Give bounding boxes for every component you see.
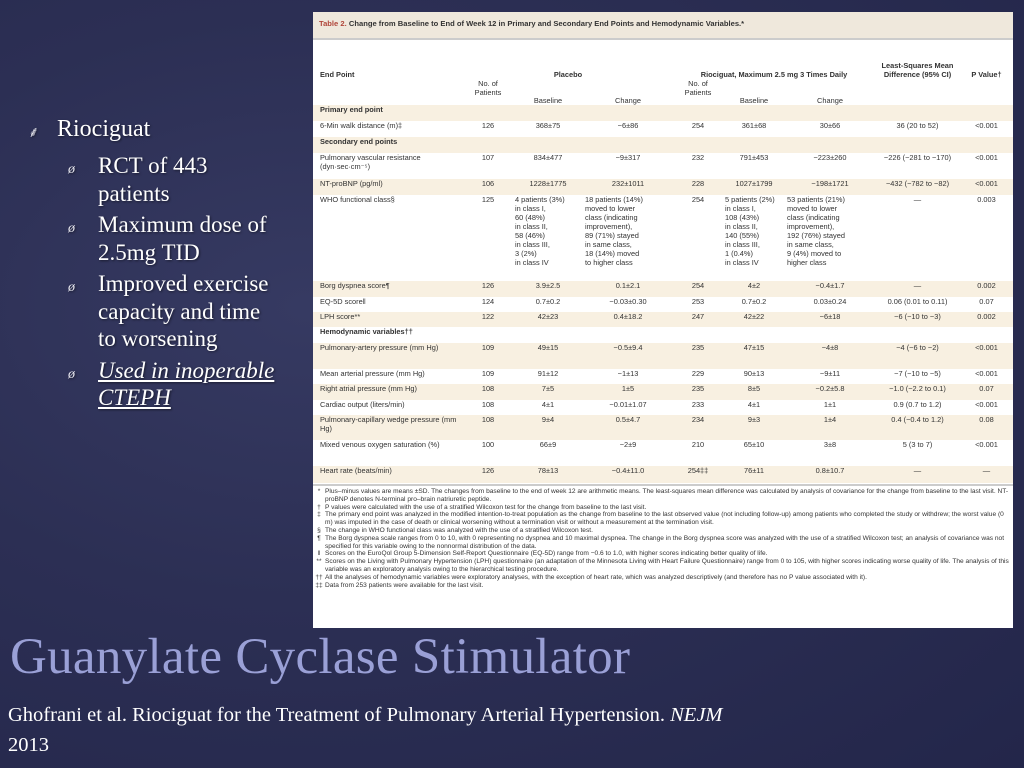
cell-p-value: 0.07 <box>960 384 1013 400</box>
cell-placebo-n: 124 <box>481 297 495 306</box>
cell-riociguat-baseline: 42±22 <box>723 312 785 327</box>
cell-end-point: WHO functional class§ <box>320 195 395 204</box>
footnote-mark: § <box>317 526 321 534</box>
table-row <box>313 297 1013 312</box>
cell-placebo-n: 100 <box>481 440 495 449</box>
sub-bullet <box>68 211 298 266</box>
cell-riociguat-change: −0.2±5.8 <box>785 384 875 400</box>
slide-title: Guanylate Cyclase Stimulator <box>10 629 631 685</box>
cell-end-point: Borg dyspnea score¶ <box>313 281 463 297</box>
cell-riociguat-change: −198±1721 <box>785 179 875 195</box>
table-row <box>313 384 1013 400</box>
cell-end-point: LPH score** <box>313 312 463 327</box>
header-baseline: Baseline <box>739 96 769 105</box>
cell-riociguat-baseline: 9±3 <box>723 415 785 440</box>
footnote-text: Scores on the EuroQol Group 5-Dimension Self-Report Questionnaire (EQ-5D) range from −0.6 to 1.0, with higher scores indicating better quality of life. <box>325 550 768 558</box>
footnote-text: All the analyses of hemodynamic variables were exploratory analyses, with the exception of heart rate, which was analyzed descriptively (and therefore has no P value associated with it). <box>325 573 867 581</box>
table-figure <box>313 12 1013 628</box>
cell-ls-mean-difference: 5 (3 to 7) <box>902 440 933 449</box>
footnote-text: Plus–minus values are means ±SD. The changes from baseline to the end of week 12 are arithmetic means. The least-squares mean difference was calculated by analysis of covariance for the change from baseline to the last visit. NT-proBNP denotes N-terminal pro–brain natriuretic peptide. <box>325 488 1009 503</box>
cell-placebo-n: 125 <box>481 195 495 204</box>
bullet-icon: ⸙ <box>28 125 40 141</box>
sub-bullet-icon: ø <box>68 221 75 236</box>
bullet-text: Riociguat <box>57 116 151 142</box>
cell-placebo-n: 126 <box>463 281 513 297</box>
table-title <box>313 12 1013 40</box>
footnote-mark: ‖ <box>317 550 321 558</box>
cell-ls-mean-difference: 36 (20 to 52) <box>896 121 939 130</box>
cell-riociguat-change: 1±1 <box>823 400 837 409</box>
cell-end-point: Mean arterial pressure (mm Hg) <box>320 369 425 378</box>
cell-placebo-baseline: 4 patients (3%) in class I, 60 (48%) in class II, 58 (46%) in class III, 3 (2%) in class IV <box>515 195 565 267</box>
footnote-mark: ‡‡ <box>315 581 323 589</box>
cell-placebo-n: 126 <box>463 466 513 483</box>
cell-placebo-baseline: 42±23 <box>513 312 583 327</box>
table-row <box>313 400 1013 415</box>
cell-placebo-change: 0.1±2.1 <box>583 281 673 297</box>
table-row <box>313 343 1013 369</box>
cell-riociguat-baseline: 4±2 <box>723 281 785 297</box>
cell-ls-mean-difference: −7 (−10 to −5) <box>894 369 941 378</box>
header-lsmd: Least-Squares Mean Difference (95% CI) <box>881 61 954 79</box>
cell-placebo-baseline: 78±13 <box>513 466 583 483</box>
cell-p-value: — <box>960 466 1013 483</box>
cell-placebo-baseline: 3.9±2.5 <box>513 281 583 297</box>
section-secondary: Secondary end points <box>313 137 1013 153</box>
cell-p-value: <0.001 <box>960 343 1013 369</box>
citation-journal: NEJM <box>670 704 723 726</box>
section-primary: Primary end point <box>313 105 1013 121</box>
cell-placebo-baseline: 9±4 <box>513 415 583 440</box>
cell-riociguat-baseline: 791±453 <box>739 153 769 162</box>
cell-ls-mean-difference: — <box>875 281 960 297</box>
citation-text: Ghofrani et al. Riociguat for the Treatment of Pulmonary Arterial Hypertension. <box>8 704 665 726</box>
cell-p-value: 0.002 <box>960 281 1013 297</box>
cell-end-point: EQ-5D score‖ <box>320 297 366 306</box>
cell-riociguat-change: 3±8 <box>823 440 837 449</box>
cell-riociguat-baseline: 8±5 <box>723 384 785 400</box>
cell-riociguat-n: 233 <box>691 400 705 409</box>
cell-ls-mean-difference: −432 (−782 to −82) <box>875 179 960 195</box>
cell-placebo-baseline: 368±75 <box>535 121 561 130</box>
header-end-point: End Point <box>320 70 355 79</box>
cell-placebo-n: 107 <box>481 153 495 162</box>
sub-bullet <box>68 357 298 412</box>
cell-end-point: Pulmonary-capillary wedge pressure (mm Hg) <box>313 415 463 440</box>
cell-placebo-change: 232±1011 <box>583 179 673 195</box>
cell-riociguat-change: −223±260 <box>813 153 847 162</box>
cell-p-value: <0.001 <box>975 153 998 162</box>
cell-riociguat-change: 53 patients (21%) moved to lower class (indicating improvement), 192 (76%) stayed in same class, 9 (4%) moved to higher class <box>787 195 845 267</box>
cell-riociguat-change: 1±4 <box>785 415 875 440</box>
footnote-text: The Borg dyspnea scale ranges from 0 to 10, with 0 representing no dyspnea and 10 maximal dyspnea. The change in the Borg dyspnea score was analyzed with the use of a stratified Wilcoxon test; an analysis of covariance was not specified for this variable owing to the nonnormal distribution of the data. <box>325 534 1005 550</box>
footnote-text: Data from 253 patients were available for the last visit. <box>325 581 484 589</box>
cell-placebo-change: −2±9 <box>619 440 637 449</box>
sub-bullet-icon: ø <box>68 366 75 382</box>
cell-end-point: Heart rate (beats/min) <box>313 466 463 483</box>
header-p-value: P Value† <box>971 70 1002 79</box>
cell-riociguat-n: 253 <box>691 297 705 306</box>
cell-placebo-baseline: 7±5 <box>513 384 583 400</box>
table-row <box>313 281 1013 297</box>
sub-bullet-icon: ø <box>68 162 75 177</box>
table-row <box>313 153 1013 179</box>
cell-riociguat-baseline: 76±11 <box>723 466 785 483</box>
cell-placebo-change: −6±86 <box>617 121 639 130</box>
cell-ls-mean-difference: 0.06 (0.01 to 0.11) <box>887 297 948 306</box>
cell-placebo-n: 109 <box>481 369 495 378</box>
footnote-text: The change in WHO functional class was analyzed with the use of a stratified Wilcoxon test. <box>325 526 593 534</box>
sub-bullet-icon: ø <box>68 280 75 295</box>
cell-riociguat-change: −0.4±1.7 <box>785 281 875 297</box>
cell-end-point: Cardiac output (liters/min) <box>320 400 405 409</box>
table-row <box>313 312 1013 327</box>
footnote-mark: * <box>317 488 321 495</box>
cell-riociguat-change: −9±11 <box>819 369 841 378</box>
cell-placebo-n: 108 <box>463 384 513 400</box>
table-title-text: Change from Baseline to End of Week 12 in Primary and Secondary End Points and Hemodynamic Variables.* <box>348 19 745 28</box>
footnote <box>313 511 1013 527</box>
cell-end-point: Mixed venous oxygen saturation (%) <box>320 440 440 449</box>
table-footnotes <box>313 484 1013 628</box>
cell-placebo-change: 0.4±18.2 <box>583 312 673 327</box>
cell-riociguat-change: 30±66 <box>819 121 841 130</box>
citation <box>8 700 1018 760</box>
footnote-mark: ‡ <box>317 511 321 519</box>
cell-riociguat-baseline: 4±1 <box>747 400 761 409</box>
cell-placebo-change: 1±5 <box>583 384 673 400</box>
header-placebo: Placebo <box>553 70 583 79</box>
cell-placebo-n: 126 <box>481 121 495 130</box>
table-row <box>313 121 1013 137</box>
cell-riociguat-change: −6±18 <box>785 312 875 327</box>
cell-p-value: 0.003 <box>977 195 996 204</box>
citation-year: 2013 <box>8 734 49 756</box>
cell-riociguat-n: 232 <box>691 153 705 162</box>
cell-end-point: NT-proBNP (pg/ml) <box>313 179 463 195</box>
sub-bullet-text: Maximum dose of 2.5mg TID <box>98 212 267 265</box>
cell-placebo-baseline: 49±15 <box>513 343 583 369</box>
cell-riociguat-baseline: 361±68 <box>741 121 767 130</box>
cell-riociguat-n: 254‡‡ <box>673 466 723 483</box>
header-change: Change <box>615 96 641 105</box>
footnote <box>313 558 1013 574</box>
cell-riociguat-n: 254 <box>691 121 705 130</box>
cell-placebo-change: 18 patients (14%) moved to lower class (indicating improvement), 89 (71%) stayed in same class, 18 (14%) moved to higher class <box>585 195 643 267</box>
footnote-text: Scores on the Living with Pulmonary Hypertension (LPH) questionnaire (an adaptation of the Minnesota Living with Heart Failure Questionnaire) range from 0 to 105, with higher scores indicating worse quality of life. The analysis of this variable was an exploratory analysis owing to the hierarchical testing procedure. <box>325 558 1009 573</box>
header-n: No. of Patients <box>684 79 712 97</box>
footnote-text: P values were calculated with the use of a stratified Wilcoxon test for the change from baseline to the last visit. <box>325 503 647 511</box>
cell-p-value: 0.08 <box>960 415 1013 440</box>
table-label: Table 2. <box>319 19 347 28</box>
footnote <box>313 527 1013 535</box>
cell-placebo-n: 122 <box>463 312 513 327</box>
section-hemodynamic: Hemodynamic variables†† <box>320 327 413 336</box>
cteph-link[interactable]: Used in inoperable CTEPH <box>98 357 275 410</box>
sub-bullet <box>68 152 298 207</box>
footnote <box>313 535 1013 551</box>
cell-ls-mean-difference: −4 (−6 to −2) <box>875 343 960 369</box>
cell-riociguat-change: 0.8±10.7 <box>785 466 875 483</box>
cell-p-value: <0.001 <box>975 369 998 378</box>
cell-end-point: Pulmonary vascular resistance (dyn·sec·cm⁻⁵) <box>320 153 421 171</box>
table-row <box>313 415 1013 440</box>
cell-riociguat-change: 0.03±0.24 <box>813 297 847 306</box>
table-row <box>313 179 1013 195</box>
cell-placebo-change: −0.5±9.4 <box>583 343 673 369</box>
cell-placebo-change: −0.4±11.0 <box>583 466 673 483</box>
cell-placebo-baseline: 91±12 <box>537 369 559 378</box>
cell-riociguat-n: 235 <box>673 384 723 400</box>
cell-riociguat-baseline: 5 patients (2%) in class I, 108 (43%) in class II, 140 (55%) in class III, 1 (0.4%) in class IV <box>725 195 775 267</box>
cell-riociguat-baseline: 65±10 <box>743 440 765 449</box>
cell-riociguat-n: 254 <box>691 195 705 204</box>
cell-ls-mean-difference: −6 (−10 to −3) <box>875 312 960 327</box>
cell-riociguat-baseline: 0.7±0.2 <box>741 297 767 306</box>
cell-placebo-baseline: 0.7±0.2 <box>535 297 561 306</box>
cell-riociguat-n: 247 <box>673 312 723 327</box>
cell-placebo-change: −0.01±1.07 <box>609 400 647 409</box>
header-riociguat: Riociguat, Maximum 2.5 mg 3 Times Daily <box>700 70 848 79</box>
footnote-mark: † <box>317 503 321 511</box>
cell-ls-mean-difference: −226 (−281 to −170) <box>883 153 952 162</box>
cell-riociguat-n: 235 <box>673 343 723 369</box>
cell-ls-mean-difference: 0.4 (−0.4 to 1.2) <box>875 415 960 440</box>
table-row <box>313 369 1013 384</box>
cell-ls-mean-difference: −1.0 (−2.2 to 0.1) <box>875 384 960 400</box>
cell-placebo-change: −0.03±0.30 <box>609 297 647 306</box>
cell-riociguat-baseline: 47±15 <box>723 343 785 369</box>
header-baseline: Baseline <box>533 96 563 105</box>
cell-placebo-baseline: 4±1 <box>541 400 555 409</box>
header-change: Change <box>817 96 843 105</box>
sub-bullet <box>68 270 298 353</box>
cell-riociguat-n: 234 <box>673 415 723 440</box>
cell-p-value: <0.001 <box>960 179 1013 195</box>
footnote-mark: ** <box>316 558 322 566</box>
cell-placebo-n: 109 <box>463 343 513 369</box>
cell-p-value: 0.002 <box>960 312 1013 327</box>
footnote <box>313 550 1013 558</box>
cell-p-value: <0.001 <box>975 121 998 130</box>
footnote-mark: †† <box>315 573 323 581</box>
cell-riociguat-n: 229 <box>691 369 705 378</box>
cell-ls-mean-difference: — <box>913 195 922 204</box>
cell-p-value: <0.001 <box>975 440 998 449</box>
footnote <box>313 582 1013 590</box>
cell-p-value: 0.07 <box>979 297 994 306</box>
header-n: No. of Patients <box>474 79 502 97</box>
cell-placebo-change: 0.5±4.7 <box>583 415 673 440</box>
cell-end-point: 6-Min walk distance (m)‡ <box>320 121 403 130</box>
table-row <box>313 440 1013 466</box>
cell-placebo-change: −1±13 <box>617 369 639 378</box>
cell-placebo-n: 108 <box>481 400 495 409</box>
cell-placebo-n: 108 <box>463 415 513 440</box>
cell-placebo-change: −9±317 <box>615 153 641 162</box>
sub-bullet-text: Improved exercise capacity and time to worsening <box>98 271 269 351</box>
cell-placebo-baseline: 66±9 <box>539 440 557 449</box>
cell-placebo-baseline: 1228±1775 <box>513 179 583 195</box>
cell-end-point: Right atrial pressure (mm Hg) <box>313 384 463 400</box>
cell-riociguat-n: 254 <box>673 281 723 297</box>
footnote <box>313 504 1013 512</box>
sub-bullet-text: RCT of 443 patients <box>98 153 208 206</box>
bullet-riociguat <box>28 114 298 148</box>
footnote-text: The primary end point was analyzed in the modified intention-to-treat population as the change from baseline to the last observed value (not including follow-up) among patients who completed the study or withdrew; the worst value (0 m) was imputed in the case of death or clinical worsening without a termination visit or without a measurement at the termination visit. <box>325 511 1004 527</box>
cell-placebo-n: 106 <box>463 179 513 195</box>
bullet-list <box>28 114 298 412</box>
cell-ls-mean-difference: — <box>875 466 960 483</box>
cell-riociguat-change: −4±8 <box>785 343 875 369</box>
cell-riociguat-n: 228 <box>673 179 723 195</box>
cell-riociguat-baseline: 1027±1799 <box>723 179 785 195</box>
cell-p-value: <0.001 <box>975 400 998 409</box>
table-row <box>313 466 1013 483</box>
footnote-mark: ¶ <box>317 534 321 542</box>
table-row <box>313 195 1013 281</box>
footnote <box>313 574 1013 582</box>
cell-riociguat-n: 210 <box>691 440 705 449</box>
cell-placebo-baseline: 834±477 <box>533 153 563 162</box>
cell-ls-mean-difference: 0.9 (0.7 to 1.2) <box>893 400 942 409</box>
cell-riociguat-baseline: 90±13 <box>743 369 765 378</box>
footnote <box>313 488 1013 504</box>
cell-end-point: Pulmonary-artery pressure (mm Hg) <box>313 343 463 369</box>
results-table <box>313 40 1013 483</box>
